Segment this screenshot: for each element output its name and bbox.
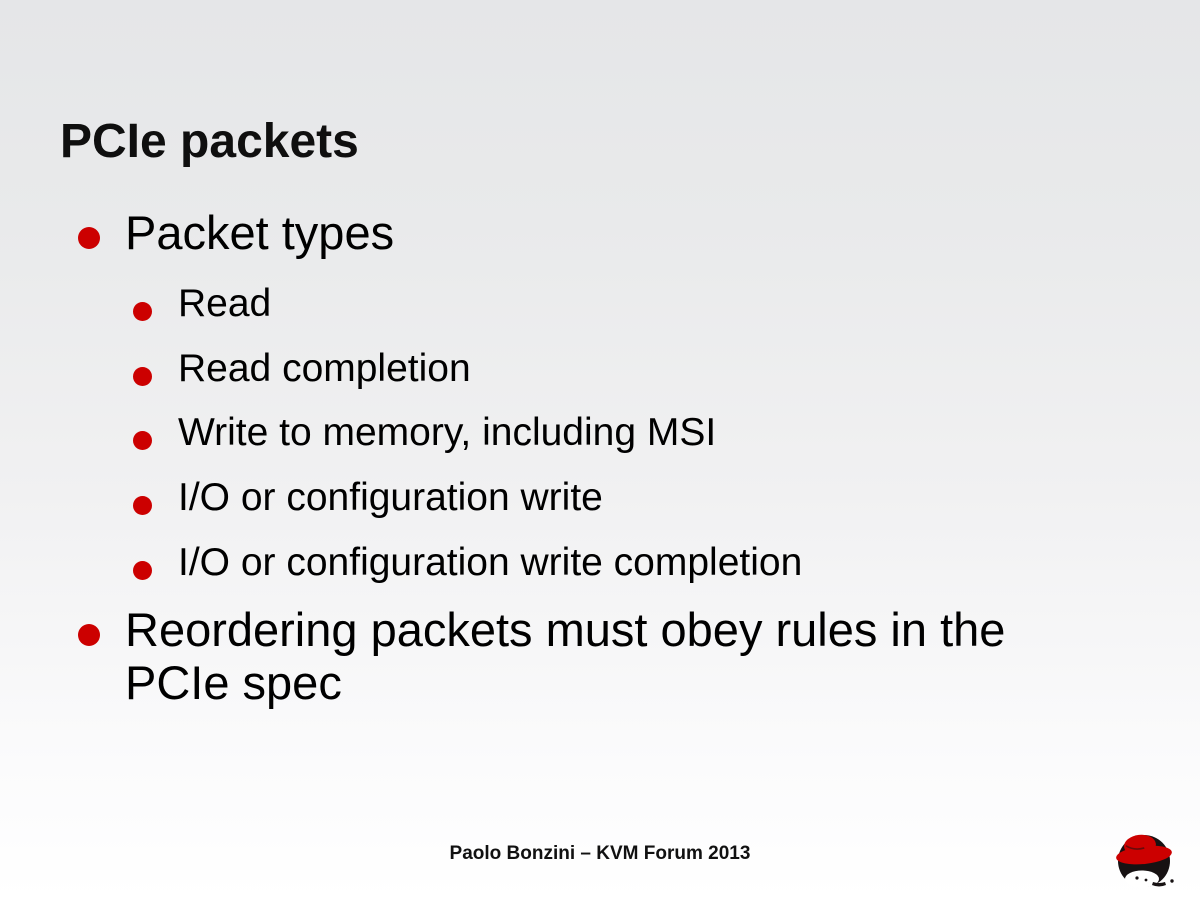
sub-bullet-text: I/O or configuration write [178, 476, 603, 519]
sub-bullet-item-write-memory [133, 411, 716, 455]
bullet-item-reordering [78, 603, 1065, 709]
bullet-text: Reordering packets must obey rules in the PCIe spec [125, 603, 1006, 709]
bullet-dot [133, 302, 152, 321]
sub-bullet-item-read-completion [133, 347, 471, 391]
bullet-dot [78, 624, 100, 646]
bullet-text: Packet types [125, 206, 395, 259]
slide-title: PCIe packets [60, 115, 359, 169]
redhat-logo-icon [1113, 832, 1179, 890]
sub-bullet-text: Write to memory, including MSI [178, 411, 717, 454]
footer-credit: Paolo Bonzini – KVM Forum 2013 [449, 843, 751, 864]
bullet-dot [133, 431, 152, 450]
bullet-dot [133, 561, 152, 580]
sub-bullet-text: Read completion [178, 347, 471, 390]
sub-bullet-text: Read [178, 282, 272, 325]
sub-bullet-item-io-config-write-completion [133, 541, 802, 585]
bullet-dot [133, 496, 152, 515]
bullet-dot [78, 227, 100, 249]
bullet-item-packet-types [78, 206, 394, 259]
bullet-dot [133, 367, 152, 386]
sub-bullet-item-io-config-write [133, 476, 603, 520]
sub-bullet-item-read [133, 282, 271, 326]
sub-bullet-text: I/O or configuration write completion [178, 541, 803, 584]
